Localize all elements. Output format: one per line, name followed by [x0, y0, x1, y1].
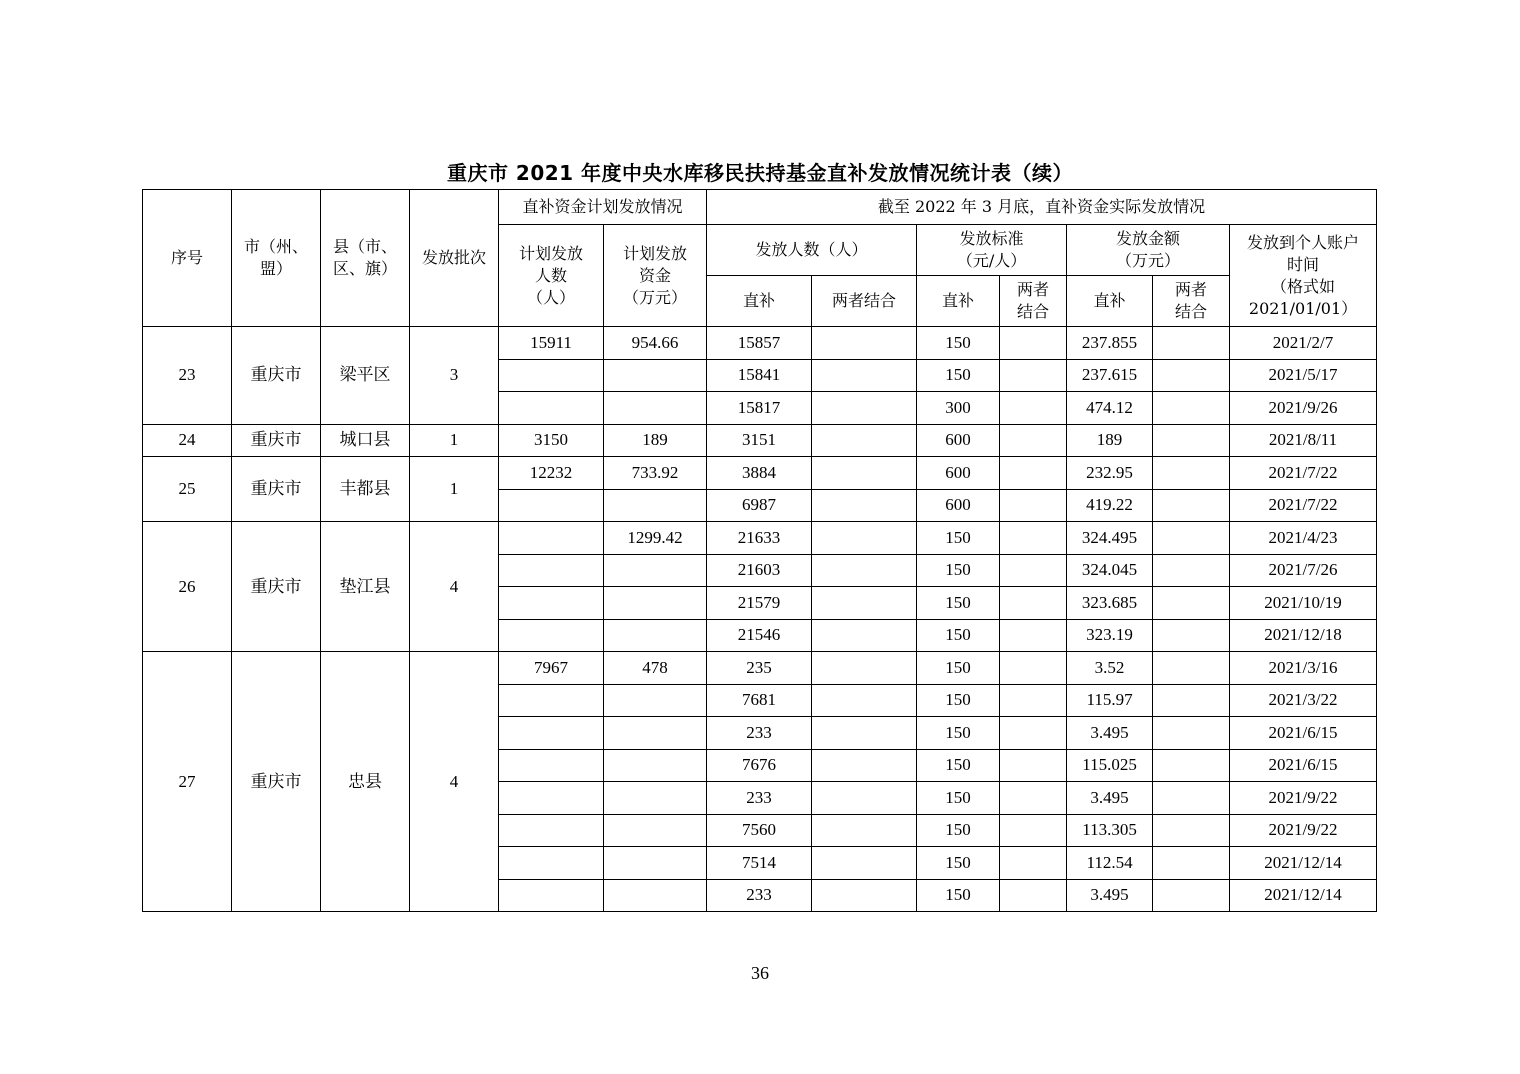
- header-people-combined: 两者结合: [812, 276, 917, 327]
- cell-county: 梁平区: [321, 327, 410, 425]
- cell-people-combined: [812, 489, 917, 522]
- cell-amount-combined: [1153, 847, 1230, 880]
- header-amount-direct: 直补: [1067, 276, 1153, 327]
- cell-plan-people: [499, 522, 604, 555]
- cell-account-date: 2021/7/22: [1230, 489, 1377, 522]
- cell-plan-people: [499, 782, 604, 815]
- cell-account-date: 2021/9/26: [1230, 392, 1377, 425]
- cell-standard-combined: [1000, 782, 1067, 815]
- cell-city: 重庆市: [232, 327, 321, 425]
- cell-batch: 1: [410, 457, 499, 522]
- cell-plan-people: [499, 554, 604, 587]
- cell-standard-direct: 600: [917, 424, 1000, 457]
- cell-standard-direct: 150: [917, 327, 1000, 360]
- cell-plan-funds: [604, 717, 707, 750]
- page-number: 36: [751, 963, 769, 983]
- cell-amount-combined: [1153, 522, 1230, 555]
- cell-people-direct: 3151: [707, 424, 812, 457]
- cell-county: 忠县: [321, 652, 410, 912]
- cell-people-combined: [812, 619, 917, 652]
- cell-amount-combined: [1153, 457, 1230, 490]
- cell-standard-direct: 150: [917, 587, 1000, 620]
- cell-standard-combined: [1000, 392, 1067, 425]
- cell-account-date: 2021/3/16: [1230, 652, 1377, 685]
- cell-standard-direct: 150: [917, 749, 1000, 782]
- table-row: [143, 457, 1377, 490]
- cell-amount-combined: [1153, 327, 1230, 360]
- cell-plan-funds: 478: [604, 652, 707, 685]
- cell-standard-combined: [1000, 749, 1067, 782]
- cell-standard-combined: [1000, 489, 1067, 522]
- cell-people-combined: [812, 587, 917, 620]
- cell-people-combined: [812, 879, 917, 912]
- cell-amount-direct: 323.19: [1067, 619, 1153, 652]
- cell-account-date: 2021/7/22: [1230, 457, 1377, 490]
- cell-people-direct: 233: [707, 782, 812, 815]
- cell-plan-funds: 189: [604, 424, 707, 457]
- header-plan-people: 计划发放 人数 （人）: [499, 225, 604, 327]
- cell-plan-funds: 733.92: [604, 457, 707, 490]
- cell-plan-funds: [604, 554, 707, 587]
- cell-standard-direct: 600: [917, 489, 1000, 522]
- cell-people-combined: [812, 814, 917, 847]
- cell-plan-people: [499, 749, 604, 782]
- cell-plan-funds: [604, 392, 707, 425]
- cell-amount-combined: [1153, 814, 1230, 847]
- header-actual-group: 截至 2022 年 3 月底，直补资金实际发放情况: [707, 190, 1377, 225]
- cell-batch: 4: [410, 522, 499, 652]
- cell-standard-direct: 150: [917, 554, 1000, 587]
- cell-amount-direct: 113.305: [1067, 814, 1153, 847]
- cell-seq: 26: [143, 522, 232, 652]
- header-standard-direct: 直补: [917, 276, 1000, 327]
- cell-plan-people: [499, 359, 604, 392]
- cell-account-date: 2021/10/19: [1230, 587, 1377, 620]
- cell-people-combined: [812, 424, 917, 457]
- cell-standard-direct: 150: [917, 879, 1000, 912]
- cell-account-date: 2021/12/18: [1230, 619, 1377, 652]
- cell-plan-funds: [604, 359, 707, 392]
- cell-amount-combined: [1153, 587, 1230, 620]
- header-city: 市（州、 盟）: [232, 190, 321, 327]
- cell-account-date: 2021/2/7: [1230, 327, 1377, 360]
- cell-city: 重庆市: [232, 522, 321, 652]
- cell-standard-combined: [1000, 684, 1067, 717]
- cell-people-direct: 7676: [707, 749, 812, 782]
- cell-plan-people: [499, 684, 604, 717]
- cell-plan-funds: [604, 847, 707, 880]
- cell-people-direct: 21633: [707, 522, 812, 555]
- cell-amount-direct: 3.495: [1067, 717, 1153, 750]
- table-header: [143, 190, 1377, 327]
- cell-people-combined: [812, 392, 917, 425]
- cell-standard-combined: [1000, 814, 1067, 847]
- header-people: 发放人数（人）: [707, 225, 917, 276]
- cell-plan-people: [499, 392, 604, 425]
- cell-standard-combined: [1000, 522, 1067, 555]
- cell-amount-direct: 115.025: [1067, 749, 1153, 782]
- cell-amount-direct: 189: [1067, 424, 1153, 457]
- cell-people-combined: [812, 554, 917, 587]
- table-row: [143, 424, 1377, 457]
- cell-account-date: 2021/12/14: [1230, 847, 1377, 880]
- cell-people-combined: [812, 327, 917, 360]
- cell-plan-people: [499, 879, 604, 912]
- cell-amount-combined: [1153, 619, 1230, 652]
- cell-account-date: 2021/9/22: [1230, 782, 1377, 815]
- cell-standard-combined: [1000, 359, 1067, 392]
- cell-amount-direct: 115.97: [1067, 684, 1153, 717]
- cell-account-date: 2021/4/23: [1230, 522, 1377, 555]
- cell-plan-people: [499, 587, 604, 620]
- cell-city: 重庆市: [232, 424, 321, 457]
- cell-plan-people: [499, 619, 604, 652]
- cell-standard-direct: 150: [917, 359, 1000, 392]
- cell-amount-direct: 324.495: [1067, 522, 1153, 555]
- cell-plan-funds: 1299.42: [604, 522, 707, 555]
- cell-standard-direct: 150: [917, 684, 1000, 717]
- cell-people-direct: 6987: [707, 489, 812, 522]
- cell-county: 丰都县: [321, 457, 410, 522]
- cell-plan-people: [499, 489, 604, 522]
- cell-account-date: 2021/8/11: [1230, 424, 1377, 457]
- table-row: [143, 652, 1377, 685]
- header-standard-combined: 两者 结合: [1000, 276, 1067, 327]
- cell-amount-combined: [1153, 717, 1230, 750]
- cell-county: 城口县: [321, 424, 410, 457]
- cell-plan-funds: [604, 619, 707, 652]
- cell-people-combined: [812, 717, 917, 750]
- cell-seq: 27: [143, 652, 232, 912]
- table-body: [143, 327, 1377, 912]
- cell-standard-combined: [1000, 619, 1067, 652]
- cell-standard-direct: 300: [917, 392, 1000, 425]
- cell-city: 重庆市: [232, 457, 321, 522]
- statistics-table: [142, 189, 1377, 912]
- document-title: 重庆市 2021 年度中央水库移民扶持基金直补发放情况统计表（续）: [446, 161, 1074, 185]
- cell-standard-combined: [1000, 587, 1067, 620]
- cell-standard-combined: [1000, 327, 1067, 360]
- cell-plan-people: [499, 717, 604, 750]
- cell-people-direct: 15857: [707, 327, 812, 360]
- cell-amount-direct: 323.685: [1067, 587, 1153, 620]
- cell-account-date: 2021/6/15: [1230, 749, 1377, 782]
- header-account-time: 发放到个人账户 时间 （格式如 2021/01/01）: [1230, 225, 1377, 327]
- cell-people-combined: [812, 359, 917, 392]
- header-amount: 发放金额 （万元）: [1067, 225, 1230, 276]
- cell-plan-funds: [604, 782, 707, 815]
- header-batch: 发放批次: [410, 190, 499, 327]
- cell-amount-direct: 112.54: [1067, 847, 1153, 880]
- cell-people-combined: [812, 652, 917, 685]
- cell-standard-direct: 150: [917, 814, 1000, 847]
- cell-plan-funds: [604, 749, 707, 782]
- cell-plan-people: [499, 847, 604, 880]
- cell-amount-direct: 237.615: [1067, 359, 1153, 392]
- cell-plan-funds: [604, 684, 707, 717]
- cell-plan-people: 12232: [499, 457, 604, 490]
- cell-seq: 25: [143, 457, 232, 522]
- cell-people-combined: [812, 782, 917, 815]
- cell-standard-direct: 150: [917, 652, 1000, 685]
- cell-batch: 3: [410, 327, 499, 425]
- cell-standard-direct: 150: [917, 782, 1000, 815]
- cell-plan-people: [499, 814, 604, 847]
- cell-amount-combined: [1153, 554, 1230, 587]
- cell-amount-direct: 232.95: [1067, 457, 1153, 490]
- cell-people-combined: [812, 522, 917, 555]
- cell-account-date: 2021/12/14: [1230, 879, 1377, 912]
- table-row: [143, 522, 1377, 555]
- cell-city: 重庆市: [232, 652, 321, 912]
- cell-people-direct: 21546: [707, 619, 812, 652]
- cell-amount-direct: 324.045: [1067, 554, 1153, 587]
- cell-people-combined: [812, 749, 917, 782]
- cell-amount-combined: [1153, 749, 1230, 782]
- table-row: [143, 327, 1377, 360]
- cell-seq: 24: [143, 424, 232, 457]
- cell-standard-combined: [1000, 424, 1067, 457]
- cell-account-date: 2021/5/17: [1230, 359, 1377, 392]
- cell-people-direct: 21603: [707, 554, 812, 587]
- cell-amount-combined: [1153, 489, 1230, 522]
- cell-standard-combined: [1000, 554, 1067, 587]
- cell-amount-combined: [1153, 424, 1230, 457]
- header-people-direct: 直补: [707, 276, 812, 327]
- cell-plan-people: 15911: [499, 327, 604, 360]
- cell-standard-combined: [1000, 652, 1067, 685]
- cell-plan-funds: [604, 489, 707, 522]
- cell-plan-funds: [604, 879, 707, 912]
- cell-batch: 1: [410, 424, 499, 457]
- cell-amount-combined: [1153, 879, 1230, 912]
- header-plan-funds: 计划发放 资金 （万元）: [604, 225, 707, 327]
- cell-people-direct: 235: [707, 652, 812, 685]
- cell-batch: 4: [410, 652, 499, 912]
- cell-standard-direct: 150: [917, 619, 1000, 652]
- cell-standard-combined: [1000, 717, 1067, 750]
- cell-account-date: 2021/7/26: [1230, 554, 1377, 587]
- cell-people-direct: 233: [707, 717, 812, 750]
- header-county: 县（市、 区、旗）: [321, 190, 410, 327]
- cell-people-combined: [812, 457, 917, 490]
- header-amount-combined: 两者 结合: [1153, 276, 1230, 327]
- cell-amount-direct: 3.52: [1067, 652, 1153, 685]
- cell-amount-combined: [1153, 652, 1230, 685]
- cell-county: 垫江县: [321, 522, 410, 652]
- cell-plan-funds: [604, 814, 707, 847]
- header-plan-group: 直补资金计划发放情况: [499, 190, 707, 225]
- cell-plan-funds: 954.66: [604, 327, 707, 360]
- cell-amount-direct: 237.855: [1067, 327, 1153, 360]
- cell-standard-direct: 600: [917, 457, 1000, 490]
- cell-account-date: 2021/3/22: [1230, 684, 1377, 717]
- cell-standard-combined: [1000, 847, 1067, 880]
- cell-people-direct: 21579: [707, 587, 812, 620]
- cell-people-combined: [812, 847, 917, 880]
- cell-people-direct: 7514: [707, 847, 812, 880]
- cell-account-date: 2021/9/22: [1230, 814, 1377, 847]
- cell-people-combined: [812, 684, 917, 717]
- cell-amount-direct: 419.22: [1067, 489, 1153, 522]
- cell-amount-direct: 3.495: [1067, 782, 1153, 815]
- cell-plan-people: 7967: [499, 652, 604, 685]
- cell-standard-direct: 150: [917, 717, 1000, 750]
- cell-plan-funds: [604, 587, 707, 620]
- cell-standard-combined: [1000, 457, 1067, 490]
- cell-people-direct: 15841: [707, 359, 812, 392]
- cell-standard-direct: 150: [917, 847, 1000, 880]
- header-seq: 序号: [143, 190, 232, 327]
- cell-people-direct: 7681: [707, 684, 812, 717]
- cell-amount-combined: [1153, 392, 1230, 425]
- cell-people-direct: 3884: [707, 457, 812, 490]
- cell-amount-direct: 474.12: [1067, 392, 1153, 425]
- cell-amount-direct: 3.495: [1067, 879, 1153, 912]
- cell-seq: 23: [143, 327, 232, 425]
- header-standard: 发放标准 （元/人）: [917, 225, 1067, 276]
- cell-standard-direct: 150: [917, 522, 1000, 555]
- cell-account-date: 2021/6/15: [1230, 717, 1377, 750]
- cell-people-direct: 7560: [707, 814, 812, 847]
- cell-amount-combined: [1153, 359, 1230, 392]
- cell-standard-combined: [1000, 879, 1067, 912]
- cell-amount-combined: [1153, 782, 1230, 815]
- cell-people-direct: 15817: [707, 392, 812, 425]
- cell-amount-combined: [1153, 684, 1230, 717]
- cell-plan-people: 3150: [499, 424, 604, 457]
- cell-people-direct: 233: [707, 879, 812, 912]
